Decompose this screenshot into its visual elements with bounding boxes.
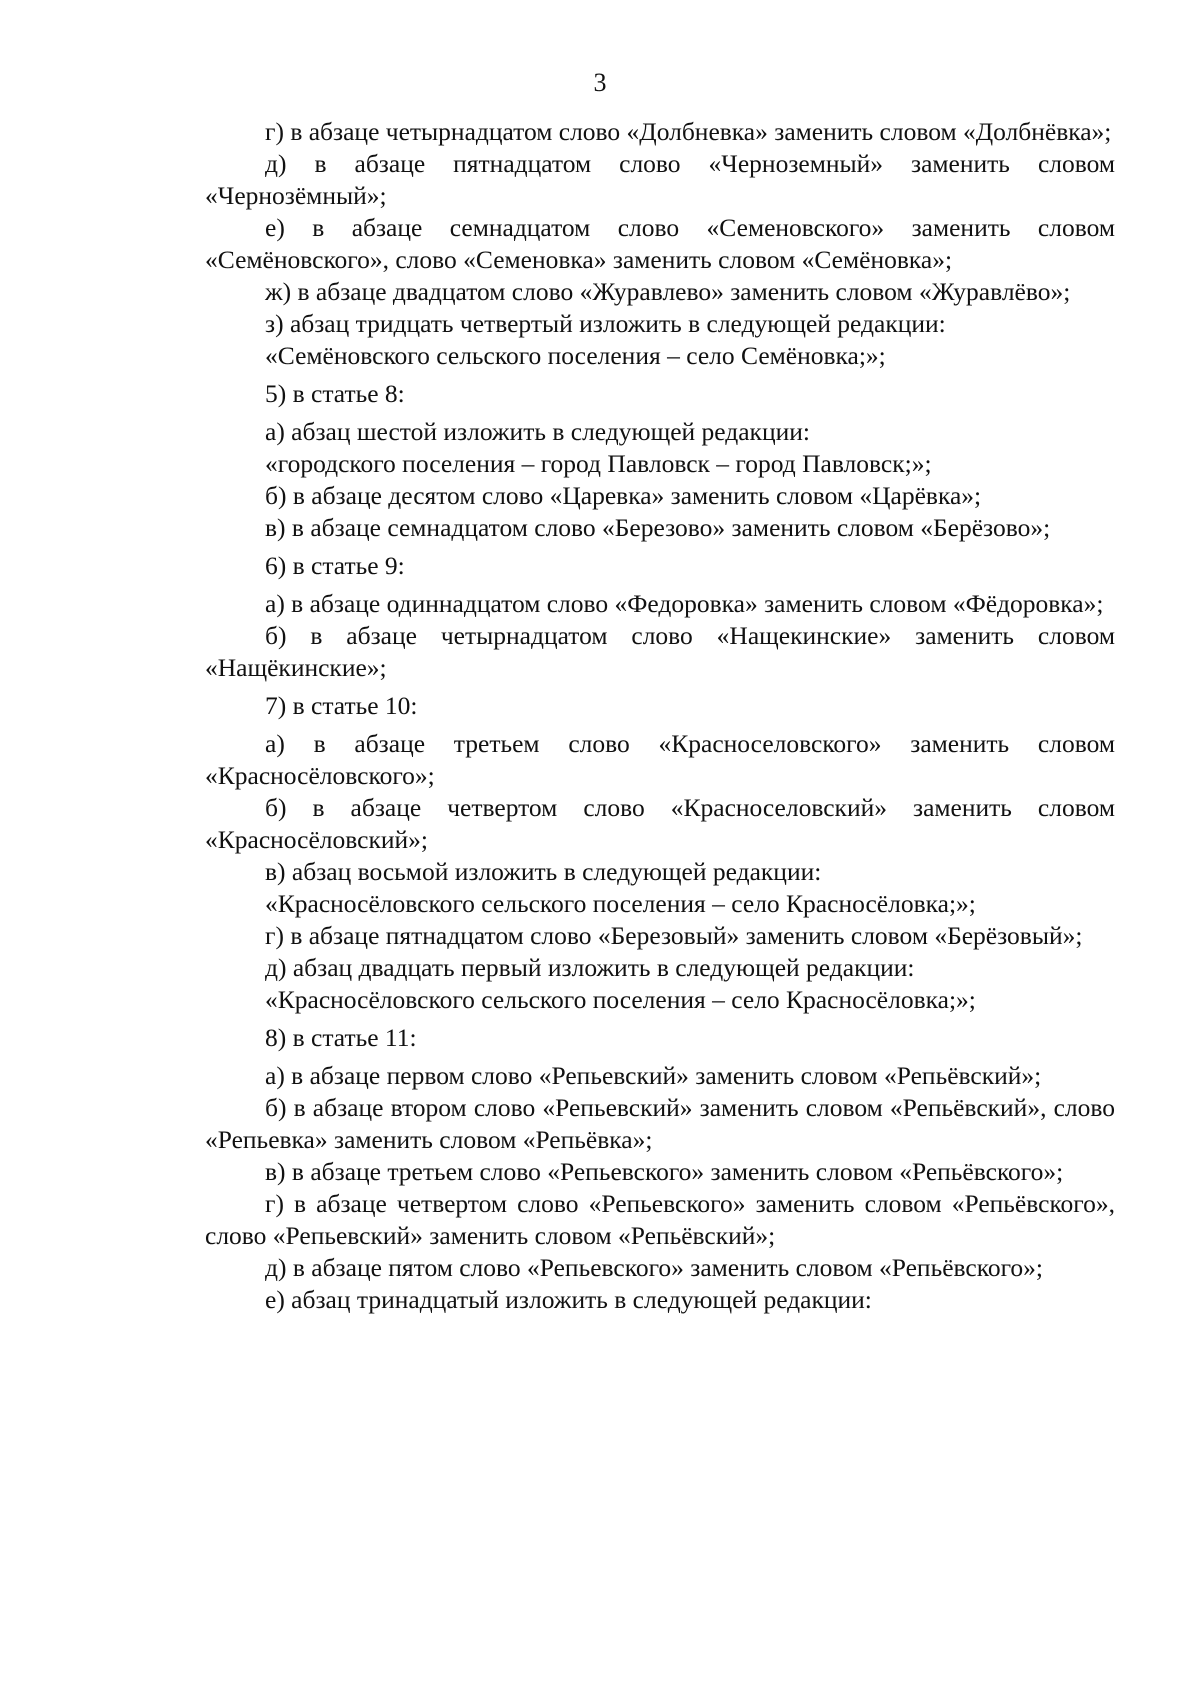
section-item: 6) в статье 9: (265, 551, 405, 580)
paragraph: «городского поселения – город Павловск – город Павловск;»; (265, 449, 932, 478)
paragraph: д) абзац двадцать первый изложить в следующей редакции: (265, 953, 915, 982)
paragraph: з) абзац тридцать четвертый изложить в следующей редакции: (265, 309, 946, 338)
page-number: 3 (593, 68, 607, 97)
section-item: 8) в статье 11: (265, 1023, 417, 1052)
paragraph: г) в абзаце четвертом слово «Репьевского» заменить словом «Репьёвского», слово «Репьевский» заменить словом «Репьёвский»; (205, 1189, 1115, 1250)
paragraph: а) в абзаце первом слово «Репьевский» заменить словом «Репьёвский»; (265, 1061, 1042, 1090)
document-body (205, 116, 1115, 1316)
paragraph: в) в абзаце третьем слово «Репьевского» заменить словом «Репьёвского»; (265, 1157, 1064, 1186)
paragraph: г) в абзаце четырнадцатом слово «Долбневка» заменить словом «Долбнёвка»; (265, 117, 1112, 146)
paragraph: «Красносёловского сельского поселения – село Красносёловка;»; (265, 889, 976, 918)
section-item: 5) в статье 8: (265, 379, 405, 408)
paragraph: ж) в абзаце двадцатом слово «Журавлево» заменить словом «Журавлёво»; (265, 277, 1071, 306)
paragraph: б) в абзаце четырнадцатом слово «Нащекинские» заменить словом «Нащёкинские»; (205, 621, 1115, 682)
paragraph: б) в абзаце втором слово «Репьевский» заменить словом «Репьёвский», слово «Репьевка» заменить словом «Репьёвка»; (205, 1093, 1115, 1154)
paragraph: е) абзац тринадцатый изложить в следующей редакции: (265, 1285, 872, 1314)
paragraph: б) в абзаце четвертом слово «Красноселовский» заменить словом «Красносёловский»; (205, 793, 1115, 854)
paragraph: в) в абзаце семнадцатом слово «Березово» заменить словом «Берёзово»; (265, 513, 1051, 542)
paragraph: д) в абзаце пятнадцатом слово «Черноземный» заменить словом «Чернозёмный»; (205, 149, 1115, 210)
paragraph: б) в абзаце десятом слово «Царевка» заменить словом «Царёвка»; (265, 481, 982, 510)
paragraph: «Красносёловского сельского поселения – село Красносёловка;»; (265, 985, 976, 1014)
paragraph: а) в абзаце одиннадцатом слово «Федоровка» заменить словом «Фёдоровка»; (265, 589, 1104, 618)
paragraph: г) в абзаце пятнадцатом слово «Березовый» заменить словом «Берёзовый»; (265, 921, 1083, 950)
paragraph: «Семёновского сельского поселения – село Семёновка;»; (265, 341, 886, 370)
paragraph: в) абзац восьмой изложить в следующей редакции: (265, 857, 822, 886)
paragraph: а) абзац шестой изложить в следующей редакции: (265, 417, 810, 446)
paragraph: д) в абзаце пятом слово «Репьевского» заменить словом «Репьёвского»; (265, 1253, 1043, 1282)
paragraph: е) в абзаце семнадцатом слово «Семеновского» заменить словом «Семёновского», слово «Семеновка» заменить словом «Семёновка»; (205, 213, 1115, 274)
paragraph: а) в абзаце третьем слово «Красноселовского» заменить словом «Красносёловского»; (205, 729, 1115, 790)
section-item: 7) в статье 10: (265, 691, 418, 720)
